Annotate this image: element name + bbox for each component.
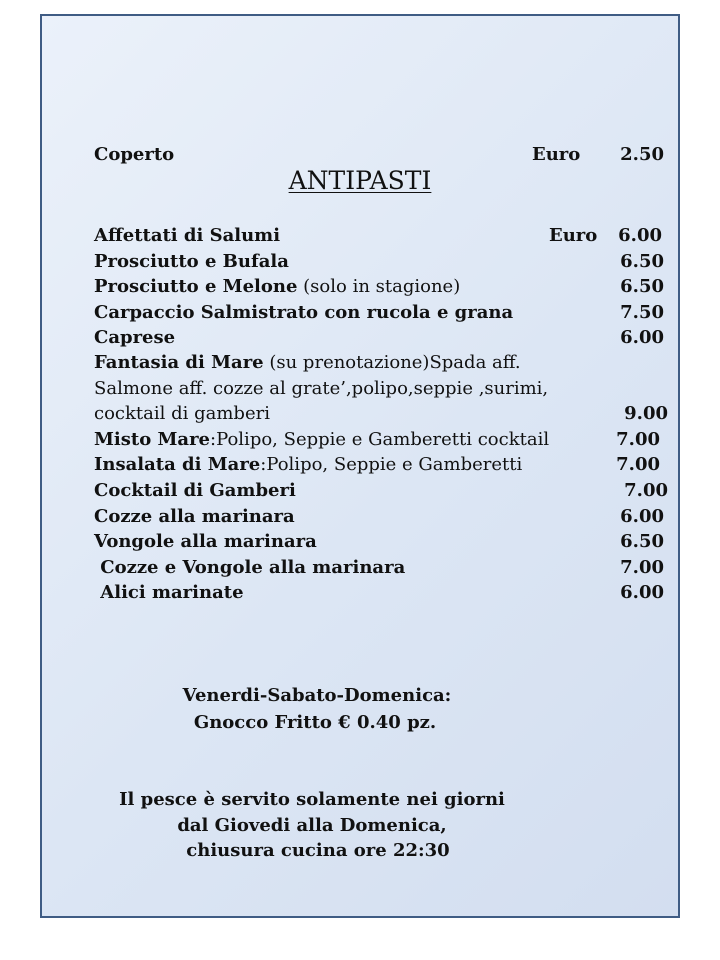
menu-item	[94, 453, 664, 477]
item-name: Affettati di Salumi	[94, 225, 281, 246]
menu-item	[94, 351, 664, 375]
coperto-label: Coperto	[94, 144, 175, 165]
item-name: Prosciutto e Melone	[94, 276, 298, 297]
menu-item	[94, 402, 668, 426]
item-currency: Euro	[549, 225, 598, 246]
item-price: 9.00	[624, 403, 668, 424]
coperto-currency: Euro	[532, 144, 581, 165]
menu-item	[94, 556, 664, 580]
item-price: 6.00	[620, 506, 664, 527]
weekend-days: Venerdi-Sabato-Domenica:	[182, 685, 452, 706]
item-note: :Polipo, Seppie e Gamberetti cocktail	[210, 429, 550, 450]
item-name: Cozze e Vongole alla marinara	[94, 557, 406, 578]
menu-item	[94, 530, 664, 554]
menu-item	[94, 250, 664, 274]
menu-item	[94, 581, 664, 605]
item-name: Prosciutto e Bufala	[94, 251, 289, 272]
coperto-row	[94, 143, 664, 167]
item-name: Vongole alla marinara	[94, 531, 317, 552]
item-price: 6.50	[620, 276, 664, 297]
item-name: Cozze alla marinara	[94, 506, 295, 527]
item-name: Insalata di Mare	[94, 454, 261, 475]
item-name: Carpaccio Salmistrato con rucola e grana	[94, 302, 514, 323]
item-price: 6.00	[618, 225, 662, 246]
item-name: Alici marinate	[94, 582, 244, 603]
item-price: 7.00	[624, 480, 668, 501]
menu-panel	[40, 14, 680, 918]
menu-item	[94, 224, 664, 248]
item-description: Salmone aff. cozze al grate’,polipo,seppie ,surimi,	[94, 378, 549, 399]
footer-line-3: chiusura cucina ore 22:30	[186, 840, 450, 861]
item-price: 7.50	[620, 302, 664, 323]
item-description: cocktail di gamberi	[94, 403, 270, 424]
weekend-offer: Gnocco Fritto € 0.40 pz.	[193, 712, 437, 733]
item-name: Cocktail di Gamberi	[94, 480, 296, 501]
menu-item	[94, 275, 664, 299]
item-price: 6.00	[620, 582, 664, 603]
menu-item	[94, 301, 664, 325]
footer-line-1: Il pesce è servito solamente nei giorni	[119, 789, 505, 810]
menu-item	[94, 428, 664, 452]
footer-line-2: dal Giovedi alla Domenica,	[177, 815, 447, 836]
section-title: ANTIPASTI	[288, 166, 432, 195]
item-price: 6.50	[620, 531, 664, 552]
item-price: 7.00	[620, 557, 664, 578]
item-name: Caprese	[94, 327, 176, 348]
coperto-price: 2.50	[620, 144, 664, 165]
item-name: Fantasia di Mare	[94, 352, 264, 373]
item-price: 6.50	[620, 251, 664, 272]
menu-item	[94, 479, 668, 503]
item-price: 7.00	[616, 429, 660, 450]
item-price: 7.00	[616, 454, 660, 475]
item-name: Misto Mare	[94, 429, 211, 450]
item-note: (su prenotazione)Spada aff.	[263, 352, 521, 373]
item-note: :Polipo, Seppie e Gamberetti	[260, 454, 523, 475]
menu-item	[94, 505, 664, 529]
item-note: (solo in stagione)	[297, 276, 461, 297]
menu-item	[94, 326, 664, 350]
item-price: 6.00	[620, 327, 664, 348]
